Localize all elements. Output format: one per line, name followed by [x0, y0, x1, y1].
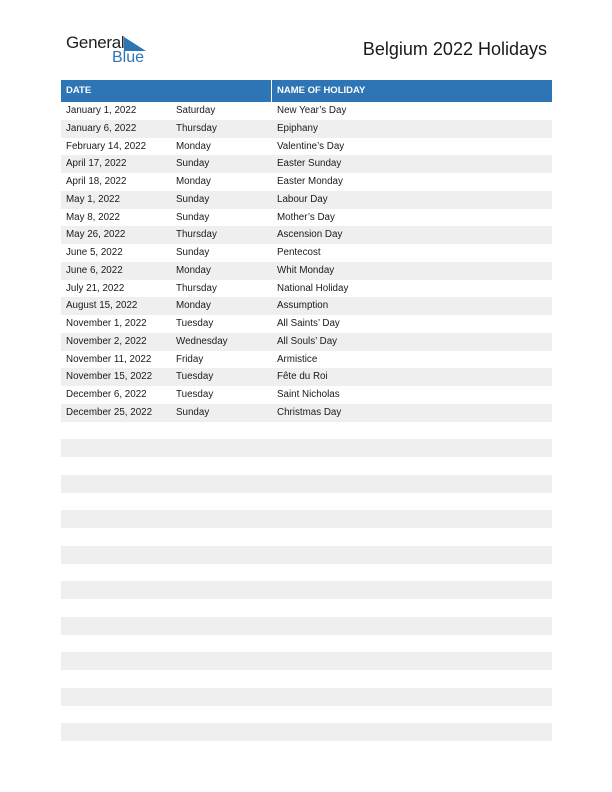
- cell-day: Monday: [176, 140, 211, 152]
- table-row: [61, 706, 552, 724]
- table-row: [61, 528, 552, 546]
- table-row: [61, 723, 552, 741]
- holiday-table: [61, 80, 552, 741]
- table-row: [61, 209, 552, 227]
- table-row: [61, 404, 552, 422]
- cell-date: November 2, 2022: [66, 335, 147, 347]
- cell-date: December 25, 2022: [66, 406, 153, 418]
- cell-date: June 6, 2022: [66, 264, 123, 276]
- table-row: [61, 368, 552, 386]
- table-row: [61, 386, 552, 404]
- logo-word-blue: Blue: [112, 49, 145, 66]
- cell-date: April 18, 2022: [66, 176, 127, 187]
- cell-holiday: National Holiday: [277, 282, 349, 294]
- cell-day: Friday: [176, 353, 204, 365]
- table-row: [61, 652, 552, 670]
- table-row: [61, 475, 552, 493]
- cell-date: February 14, 2022: [66, 140, 147, 152]
- cell-date: May 1, 2022: [66, 193, 120, 205]
- cell-day: Tuesday: [176, 389, 214, 400]
- cell-date: August 15, 2022: [66, 300, 138, 312]
- cell-date: June 5, 2022: [66, 247, 123, 258]
- table-row: [61, 546, 552, 564]
- cell-day: Thursday: [176, 229, 217, 241]
- cell-holiday: Valentine’s Day: [277, 140, 345, 152]
- table-row: [61, 191, 552, 209]
- cell-date: November 11, 2022: [66, 353, 152, 365]
- header-divider: [271, 80, 272, 102]
- table-row: [61, 422, 552, 440]
- cell-date: May 26, 2022: [66, 229, 126, 241]
- page-title: Belgium 2022 Holidays: [362, 39, 547, 59]
- cell-holiday: Whit Monday: [277, 264, 335, 276]
- table-row: [61, 599, 552, 617]
- table-row: [61, 155, 552, 173]
- cell-holiday: Pentecost: [277, 247, 321, 258]
- cell-day: Sunday: [176, 158, 210, 170]
- table-row: [61, 173, 552, 191]
- table-row: [61, 670, 552, 688]
- table-row: [61, 617, 552, 635]
- cell-holiday: All Saints’ Day: [277, 318, 340, 329]
- table-body: [61, 102, 552, 741]
- cell-date: January 1, 2022: [66, 105, 137, 116]
- cell-holiday: Labour Day: [277, 193, 328, 205]
- table-row: [61, 564, 552, 582]
- table-row: [61, 226, 552, 244]
- table-row: [61, 457, 552, 475]
- table-row: [61, 102, 552, 120]
- cell-holiday: Armistice: [277, 353, 318, 365]
- cell-date: December 6, 2022: [66, 389, 147, 400]
- cell-day: Wednesday: [176, 335, 228, 347]
- table-header: [61, 80, 552, 102]
- cell-day: Tuesday: [176, 318, 214, 329]
- table-row: [61, 262, 552, 280]
- cell-day: Monday: [176, 176, 211, 187]
- table-row: [61, 280, 552, 298]
- cell-day: Sunday: [176, 211, 210, 223]
- cell-day: Thursday: [176, 282, 217, 294]
- cell-date: November 1, 2022: [66, 318, 147, 329]
- table-row: [61, 493, 552, 511]
- cell-holiday: Easter Monday: [277, 176, 343, 187]
- cell-day: Tuesday: [176, 371, 214, 383]
- cell-holiday: Saint Nicholas: [277, 389, 340, 400]
- table-row: [61, 439, 552, 457]
- cell-date: April 17, 2022: [66, 158, 127, 170]
- column-header-holiday: NAME OF HOLIDAY: [277, 85, 366, 96]
- column-header-date: DATE: [66, 85, 92, 96]
- cell-date: July 21, 2022: [66, 282, 125, 294]
- cell-date: January 6, 2022: [66, 122, 137, 134]
- logo-word-general: General: [66, 33, 125, 52]
- cell-day: Sunday: [176, 193, 210, 205]
- table-row: [61, 333, 552, 351]
- cell-day: Monday: [176, 264, 211, 276]
- cell-day: Sunday: [176, 247, 210, 258]
- table-row: [61, 351, 552, 369]
- cell-holiday: Epiphany: [277, 122, 318, 134]
- generalblue-logo: [66, 33, 156, 69]
- table-row: [61, 244, 552, 262]
- cell-holiday: New Year’s Day: [277, 105, 347, 116]
- cell-holiday: Christmas Day: [277, 406, 342, 418]
- cell-holiday: Assumption: [277, 300, 329, 312]
- table-row: [61, 510, 552, 528]
- cell-day: Saturday: [176, 105, 216, 116]
- cell-date: May 8, 2022: [66, 211, 120, 223]
- table-row: [61, 581, 552, 599]
- table-row: [61, 120, 552, 138]
- table-row: [61, 688, 552, 706]
- table-row: [61, 315, 552, 333]
- cell-holiday: Mother’s Day: [277, 211, 335, 223]
- cell-holiday: Easter Sunday: [277, 158, 342, 170]
- cell-holiday: Fête du Roi: [277, 371, 328, 383]
- cell-holiday: Ascension Day: [277, 229, 343, 241]
- table-row: [61, 635, 552, 653]
- cell-day: Monday: [176, 300, 211, 312]
- cell-day: Thursday: [176, 122, 217, 134]
- table-row: [61, 138, 552, 156]
- table-row: [61, 297, 552, 315]
- cell-holiday: All Souls’ Day: [277, 335, 338, 347]
- cell-day: Sunday: [176, 406, 210, 418]
- cell-date: November 15, 2022: [66, 371, 153, 383]
